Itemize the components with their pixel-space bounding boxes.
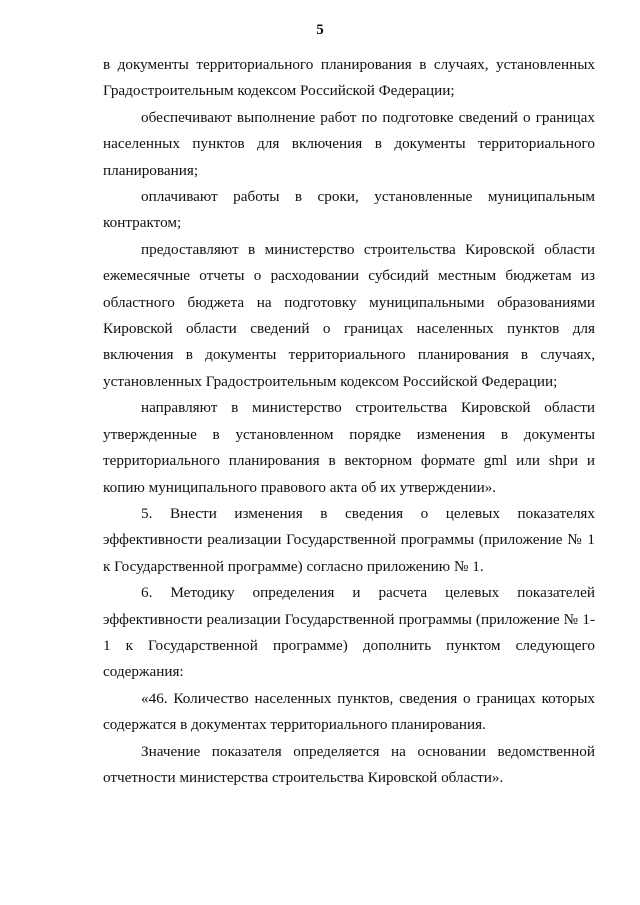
paragraph-8: «46. Количество населенных пунктов, сведения о границах которых содержатся в документах территориального планирования. <box>103 689 595 734</box>
paragraph-5: направляют в министерство строительства Кировской области утвержденные в установленном порядке изменения в документы территориального планирования в векторном формате gml или shpи и копию муниципального правового акта об их утверждении». <box>103 399 595 496</box>
paragraph-4: предоставляют в министерство строительства Кировской области ежемесячные отчеты о расходовании субсидий местным бюджетам из областного бюджета на подготовку муниципальными образованиями Кировской области сведений о границах населенных пунктов для включения в документы территориального планирования в случаях, установленных Градостроительным кодексом Российской Федерации; <box>103 240 595 390</box>
page-number: 5 <box>316 22 324 38</box>
paragraph-6: 5. Внести изменения в сведения о целевых показателях эффективности реализации Государственной программы (приложение № 1 к Государственной программе) согласно приложению № 1. <box>103 504 595 575</box>
paragraph-3: оплачивают работы в сроки, установленные муниципальным контрактом; <box>103 188 595 232</box>
paragraph-7: 6. Методику определения и расчета целевых показателей эффективности реализации Государственной программы (приложение № 1-1 к Государственной программе) дополнить пунктом следующего содержания: <box>103 584 595 681</box>
paragraph-9: Значение показателя определяется на основании ведомственной отчетности министерства строительства Кировской области». <box>103 742 595 786</box>
paragraph-2: обеспечивают выполнение работ по подготовке сведений о границах населенных пунктов для включения в документы территориального планирования; <box>103 108 595 179</box>
paragraph-1: в документы территориального планирования в случаях, установленных Градостроительным кодексом Российской Федерации; <box>103 56 595 100</box>
document-body <box>103 52 595 791</box>
